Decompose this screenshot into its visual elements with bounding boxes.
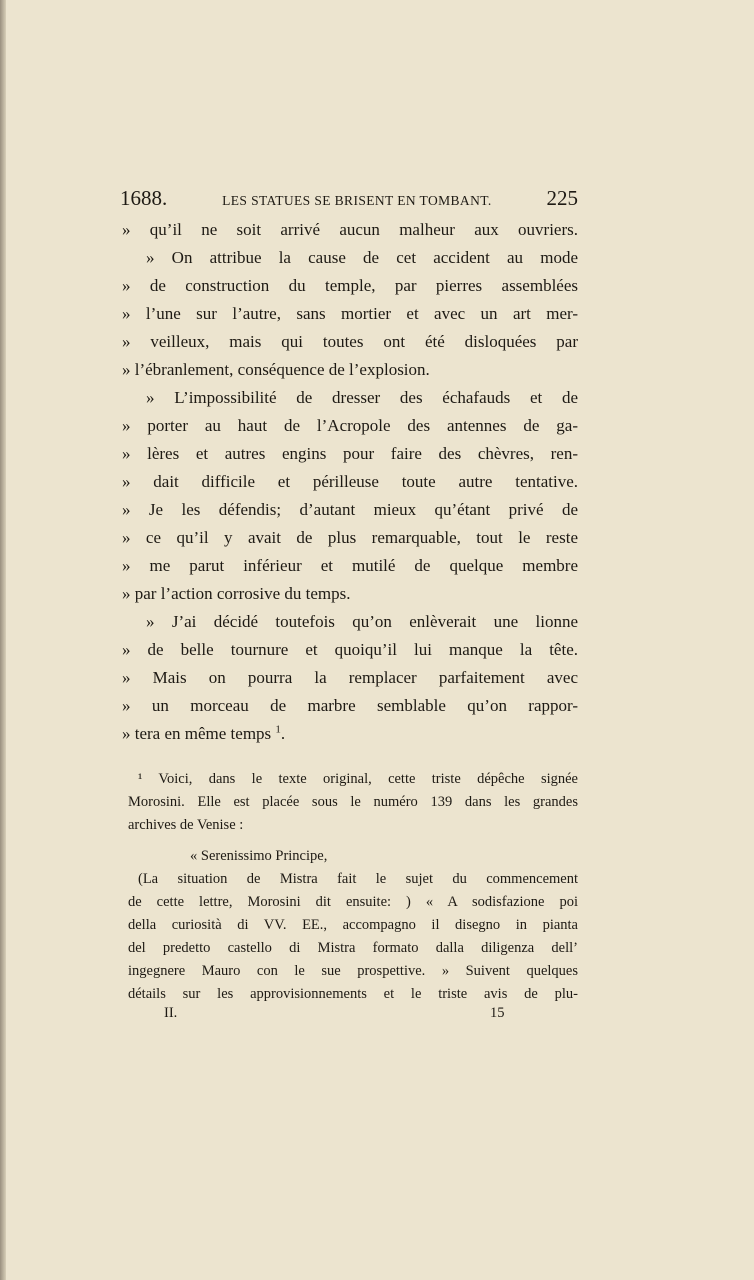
text-line: » ce qu’il y avait de plus remarquable, tout le reste: [122, 528, 578, 547]
text-line: » l’ébranlement, conséquence de l’explosion.: [122, 360, 430, 379]
page-edge: [0, 0, 6, 1280]
footnote-line: della curiosità di VV. EE., accompagno il disegno in pianta: [128, 917, 578, 933]
header-year: 1688.: [120, 186, 168, 210]
header-title: LES STATUES SE BRISENT EN TOMBANT.: [222, 193, 492, 208]
text-line: » dait difficile et périlleuse toute autre tentative.: [122, 472, 578, 491]
footnote: [128, 768, 578, 1006]
text-line: » un morceau de marbre semblable qu’on rappor-: [122, 696, 578, 715]
text-line: » Mais on pourra la remplacer parfaitement avec: [122, 668, 578, 687]
footnote-line: archives de Venise :: [128, 817, 244, 833]
text-line: » l’une sur l’autre, sans mortier et avec un art mer-: [122, 304, 578, 323]
footnote-salutation: « Serenissimo Principe,: [190, 848, 328, 864]
footnote-line: de cette lettre, Morosini dit ensuite: ) « A sodisfazione poi: [128, 894, 578, 910]
text-line: » qu’il ne soit arrivé aucun malheur aux ouvriers.: [122, 220, 578, 239]
footnote-line: del predetto castello di Mistra formato dalla diligenza dell’: [128, 940, 578, 956]
volume-number: II.: [164, 1005, 178, 1021]
text-line-with-footnote-ref: » tera en même temps $^1$.: [122, 723, 286, 743]
text-line: » Je les défendis; d’autant mieux qu’étant privé de: [122, 500, 578, 519]
footnote-line: (La situation de Mistra fait le sujet du commencement: [138, 871, 578, 887]
text-line: » de construction du temple, par pierres assemblées: [122, 276, 578, 295]
text-line: » par l’action corrosive du temps.: [122, 584, 351, 603]
text-line-content: » tera en même temps: [122, 724, 272, 743]
text-line: » veilleux, mais qui toutes ont été disloquées par: [122, 332, 578, 351]
text-line: » On attribue la cause de cet accident au mode: [146, 248, 578, 267]
page-number: 225: [546, 186, 578, 210]
footnote-marker: 1: [275, 723, 281, 736]
running-header: [120, 186, 578, 212]
page-footer: [150, 1005, 520, 1029]
text-line: » me parut inférieur et mutilé de quelque membre: [122, 556, 578, 575]
footnote-line: ingegnere Mauro con le sue prospettive. » Suivent quelques: [128, 963, 578, 979]
footnote-line: détails sur les approvisionnements et le triste avis de plu-: [128, 986, 578, 1002]
footnote-line: Morosini. Elle est placée sous le numéro 139 dans les grandes: [128, 794, 578, 810]
main-text: [122, 216, 578, 748]
text-line: » lères et autres engins pour faire des chèvres, ren-: [122, 444, 578, 463]
footnote-line: ¹ Voici, dans le texte original, cette triste dépêche signée: [138, 771, 578, 787]
text-line: » J’ai décidé toutefois qu’on enlèverait une lionne: [146, 612, 578, 631]
text-line: » L’impossibilité de dresser des échafauds et de: [146, 388, 578, 407]
signature-mark: 15: [490, 1005, 505, 1021]
text-line: » porter au haut de l’Acropole des antennes de ga-: [122, 416, 578, 435]
text-line: » de belle tournure et quoiqu’il lui manque la tête.: [122, 640, 578, 659]
